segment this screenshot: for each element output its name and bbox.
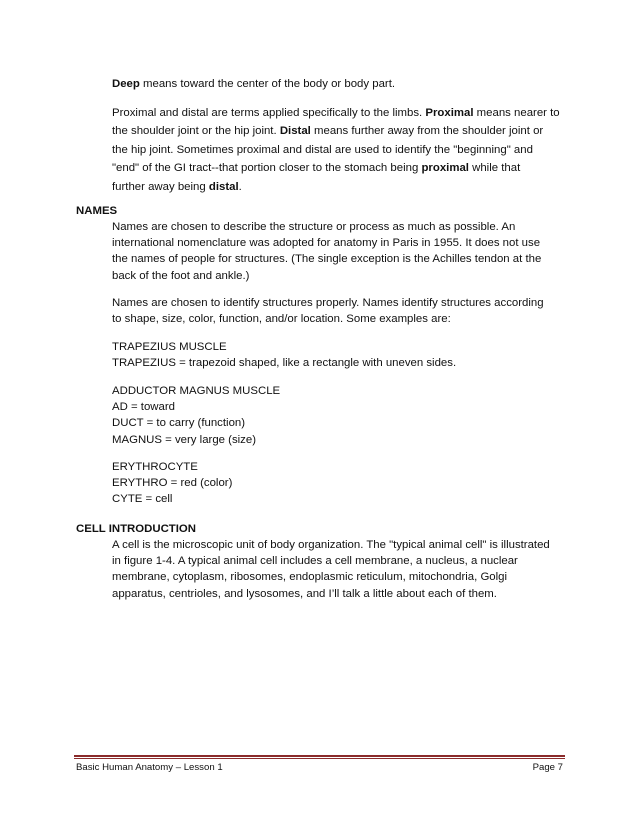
deep-definition-text: means toward the center of the body or body part. — [139, 78, 396, 90]
example-erythrocyte: ERYTHROCYTE ERYTHRO = red (color) CYTE = cell — [112, 461, 233, 506]
footer-title: Basic Human Anatomy – Lesson 1 — [76, 762, 223, 773]
paragraph-line: "end" of the GI tract--that portion closer to the stomach being proximal while that — [112, 162, 521, 175]
proximal-distal-paragraph — [112, 104, 567, 196]
footer-rule — [74, 755, 565, 757]
paragraph-line: the shoulder joint or the hip joint. Distal means further away from the shoulder joint or — [112, 125, 544, 138]
names-paragraph-2: Names are chosen to identify structures properly. Names identify structures according to shape, size, color, function, and/or location. Some examples are: — [112, 297, 544, 326]
example-adductor-magnus: ADDUCTOR MAGNUS MUSCLE AD = toward DUCT = to carry (function) MAGNUS = very large (size) — [112, 385, 281, 446]
names-paragraph-1: Names are chosen to describe the structure or process as much as possible. An international nomenclature was adopted for anatomy in Paris in 1955. It does not use the names of people for structures. (The single exception is the Achilles tendon at the back of the foot and ankle.) — [112, 221, 542, 282]
paragraph-line: further away being distal. — [112, 180, 242, 193]
deep-term: Deep — [112, 78, 140, 90]
deep-definition — [112, 75, 567, 93]
footer-rule-thin — [74, 758, 565, 759]
cell-introduction-paragraph: A cell is the microscopic unit of body organization. The "typical animal cell" is illustrated in figure 1-4. A typical animal cell includes a cell membrane, a nucleus, a nuclear membrane, cytoplasm, ribosomes, endoplasmic reticulum, mitochondria, Golgi apparatus, centrioles, and lysosomes, and I’ll talk a little about each of them. — [112, 539, 550, 600]
page-number: Page 7 — [532, 762, 563, 773]
paragraph-line: Proximal and distal are terms applied specifically to the limbs. Proximal means nearer to — [112, 107, 560, 119]
section-heading-cell-introduction: CELL INTRODUCTION — [76, 523, 197, 535]
example-trapezius: TRAPEZIUS MUSCLE TRAPEZIUS = trapezoid shaped, like a rectangle with uneven sides. — [112, 341, 457, 370]
paragraph-line: the hip joint. Sometimes proximal and distal are used to identify the "beginning" and — [112, 143, 533, 156]
section-heading-names: NAMES — [76, 205, 118, 217]
